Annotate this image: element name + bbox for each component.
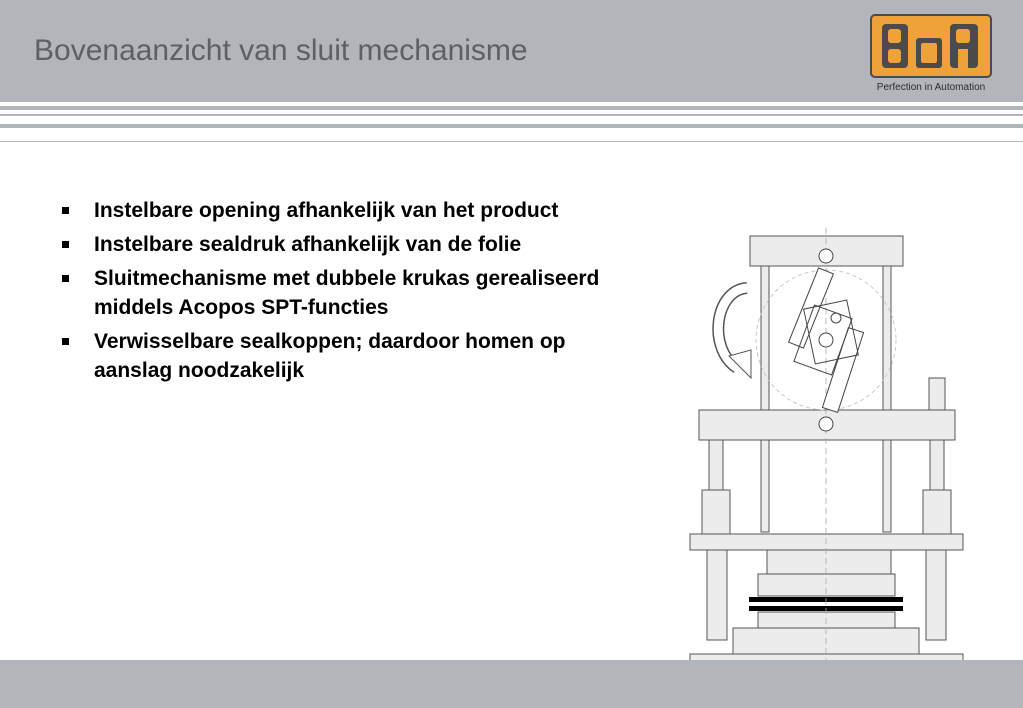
header-divider-line <box>0 106 1023 110</box>
right-guide-rod <box>883 266 891 532</box>
br-logo <box>870 14 992 94</box>
bullet-text: Instelbare opening afhankelijk van het product <box>94 199 559 222</box>
bullet-text: Instelbare sealdruk afhankelijk van de folie <box>94 233 522 256</box>
bullet-text: Verwisselbare sealkoppen; daardoor homen op aanslag noodzakelijk <box>94 330 566 382</box>
footer-band <box>0 660 1023 708</box>
header-divider-line <box>0 141 1023 142</box>
right-post-top <box>929 378 945 412</box>
bullet-list <box>62 196 622 390</box>
bullet-item <box>62 196 622 225</box>
br-logo-mark <box>870 14 992 78</box>
bullet-item <box>62 230 622 259</box>
lower-crossbar <box>690 534 963 550</box>
bullet-marker <box>62 207 69 214</box>
header-divider-line <box>0 124 1023 128</box>
bullet-marker <box>62 275 69 282</box>
br-logo-glyphs <box>872 16 990 76</box>
bullet-text: Sluitmechanisme met dubbele krukas gerealiseerd middels Acopos SPT-functies <box>94 267 600 319</box>
slide-title: Bovenaanzicht van sluit mechanisme <box>34 34 528 67</box>
logo-tagline: Perfection in Automation <box>876 82 986 93</box>
bullet-marker <box>62 241 69 248</box>
sealing-mechanism-drawing <box>685 228 967 672</box>
header-divider-line <box>0 114 1023 116</box>
bullet-item <box>62 327 622 385</box>
bullet-item <box>62 264 622 322</box>
bullet-marker <box>62 338 69 345</box>
